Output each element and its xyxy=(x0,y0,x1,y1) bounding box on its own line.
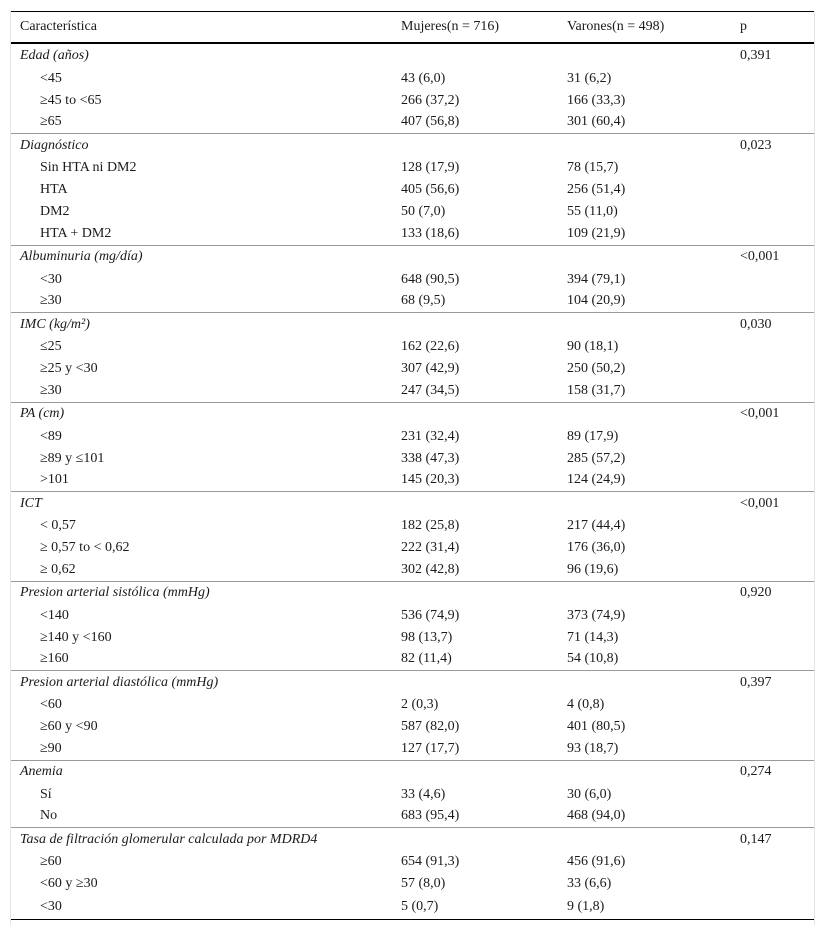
group-title: Tasa de filtración glomerular calculada por MDRD4 xyxy=(10,828,391,852)
varones-value: 30 (6,0) xyxy=(567,786,612,802)
empty-cell xyxy=(725,179,815,201)
mujeres-value: 50 (7,0) xyxy=(401,204,446,219)
empty-cell xyxy=(725,559,815,581)
varones-value: 401 (80,5) xyxy=(567,719,626,734)
row-label: ≥60 y <90 xyxy=(40,719,98,734)
empty-cell xyxy=(557,245,725,269)
varones-value: 71 (14,3) xyxy=(567,629,619,645)
table-row xyxy=(10,784,815,806)
varones-value: 301 (60,4) xyxy=(567,114,626,130)
group-p-value: 0,023 xyxy=(725,134,815,158)
mujeres-value: 407 (56,8) xyxy=(401,114,460,130)
mujeres-value: 536 (74,9) xyxy=(401,607,460,623)
group-title: Edad (años) xyxy=(20,47,89,63)
row-label: ≤25 xyxy=(40,339,62,354)
mujeres-value: 145 (20,3) xyxy=(401,472,460,488)
group-title: Presion arterial diastólica (mmHg) xyxy=(10,671,391,695)
row-label: ≥90 xyxy=(40,740,62,756)
empty-cell xyxy=(725,851,815,873)
group-row xyxy=(10,313,815,337)
row-label: <60 y ≥30 xyxy=(40,876,98,891)
table-row xyxy=(10,90,815,112)
mujeres-value: 133 (18,6) xyxy=(401,225,460,241)
group-row xyxy=(10,402,815,426)
group-title: Albuminuria (mg/día) xyxy=(10,245,391,269)
empty-cell xyxy=(725,694,815,716)
mujeres-value: 127 (17,7) xyxy=(401,740,460,756)
empty-cell xyxy=(725,873,815,895)
row-label: <30 xyxy=(10,895,391,920)
varones-value: 90 (18,1) xyxy=(567,339,619,354)
table-row xyxy=(10,448,815,470)
row-label: < 0,57 xyxy=(40,518,76,533)
empty-cell xyxy=(725,515,815,537)
row-label: ≥ 0,57 to < 0,62 xyxy=(40,540,130,555)
varones-value: 55 (11,0) xyxy=(567,204,618,219)
empty-cell xyxy=(725,627,815,649)
varones-value: 394 (79,1) xyxy=(567,271,626,287)
table-row xyxy=(10,336,815,358)
empty-cell xyxy=(725,336,815,358)
group-p-value: 0,920 xyxy=(725,581,815,605)
table-row xyxy=(10,694,815,716)
table-row xyxy=(10,201,815,223)
varones-value: 33 (6,6) xyxy=(567,876,612,891)
varones-value: 285 (57,2) xyxy=(567,450,626,466)
group-title: IMC (kg/m²) xyxy=(10,313,391,337)
varones-value: 96 (19,6) xyxy=(567,561,619,577)
header-p-value: p xyxy=(725,12,815,43)
empty-cell xyxy=(725,358,815,380)
empty-cell xyxy=(391,313,557,337)
table-row xyxy=(10,806,815,828)
empty-cell xyxy=(557,492,725,516)
mujeres-value: 98 (13,7) xyxy=(401,629,453,645)
empty-cell xyxy=(391,671,557,695)
empty-cell xyxy=(391,43,557,68)
empty-cell xyxy=(391,492,557,516)
mujeres-value: 182 (25,8) xyxy=(401,518,460,533)
row-label: DM2 xyxy=(40,204,70,219)
empty-cell xyxy=(725,380,815,402)
empty-cell xyxy=(557,402,725,426)
mujeres-value: 33 (4,6) xyxy=(401,786,446,802)
group-row xyxy=(10,43,815,68)
table-row xyxy=(10,269,815,291)
empty-cell xyxy=(725,269,815,291)
empty-cell xyxy=(557,134,725,158)
varones-value: 250 (50,2) xyxy=(567,361,626,376)
table-row xyxy=(10,649,815,671)
mujeres-value: 338 (47,3) xyxy=(401,450,460,466)
empty-cell xyxy=(557,828,725,852)
row-label: <60 xyxy=(40,697,62,712)
empty-cell xyxy=(391,402,557,426)
varones-value: 54 (10,8) xyxy=(567,651,619,667)
empty-cell xyxy=(725,605,815,627)
table-row xyxy=(10,179,815,201)
row-label: <30 xyxy=(40,271,62,287)
table-row xyxy=(10,537,815,559)
mujeres-value: 2 (0,3) xyxy=(401,697,439,712)
mujeres-value: 222 (31,4) xyxy=(401,540,460,555)
varones-value: 456 (91,6) xyxy=(567,854,626,869)
table-row xyxy=(10,470,815,492)
header-caracteristica: Característica xyxy=(10,12,391,43)
table-row xyxy=(10,559,815,581)
table-row xyxy=(10,738,815,760)
empty-cell xyxy=(557,671,725,695)
varones-value: 4 (0,8) xyxy=(567,697,605,712)
empty-cell xyxy=(725,112,815,134)
group-p-value: 0,030 xyxy=(725,313,815,337)
table-row xyxy=(10,380,815,402)
table-row xyxy=(10,605,815,627)
header-mujeres: Mujeres(n = 716) xyxy=(391,12,557,43)
mujeres-value: 247 (34,5) xyxy=(401,382,460,398)
row-label: ≥160 xyxy=(40,651,69,667)
empty-cell xyxy=(725,157,815,179)
table-row xyxy=(10,291,815,313)
empty-cell xyxy=(725,223,815,245)
empty-cell xyxy=(391,760,557,784)
varones-value: 166 (33,3) xyxy=(567,92,626,108)
table-row xyxy=(10,515,815,537)
group-p-value: <0,001 xyxy=(725,492,815,516)
group-row xyxy=(10,134,815,158)
empty-cell xyxy=(725,716,815,738)
group-row xyxy=(10,828,815,852)
empty-cell xyxy=(557,313,725,337)
group-title: ICT xyxy=(10,492,391,516)
empty-cell xyxy=(725,738,815,760)
varones-value: 124 (24,9) xyxy=(567,472,626,488)
mujeres-value: 302 (42,8) xyxy=(401,561,460,577)
row-label: No xyxy=(40,808,58,824)
empty-cell xyxy=(725,291,815,313)
varones-value: 93 (18,7) xyxy=(567,740,619,756)
empty-cell xyxy=(391,134,557,158)
table-row xyxy=(10,627,815,649)
table-row xyxy=(10,112,815,134)
empty-cell xyxy=(557,43,725,68)
empty-cell xyxy=(557,760,725,784)
varones-value: 256 (51,4) xyxy=(567,182,626,197)
row-label: ≥30 xyxy=(40,382,62,398)
group-row xyxy=(10,760,815,784)
group-p-value: 0,397 xyxy=(725,671,815,695)
header-varones: Varones(n = 498) xyxy=(557,12,725,43)
group-row xyxy=(10,671,815,695)
row-label: HTA + DM2 xyxy=(40,225,112,241)
varones-value: 109 (21,9) xyxy=(567,225,626,241)
varones-value: 373 (74,9) xyxy=(567,607,626,623)
empty-cell xyxy=(725,90,815,112)
empty-cell xyxy=(557,581,725,605)
row-label: HTA xyxy=(40,182,68,197)
mujeres-value: 266 (37,2) xyxy=(401,92,460,108)
group-title: Diagnóstico xyxy=(10,134,391,158)
row-label: ≥30 xyxy=(40,293,62,309)
varones-value: 89 (17,9) xyxy=(567,428,619,444)
empty-cell xyxy=(725,448,815,470)
empty-cell xyxy=(725,426,815,448)
empty-cell xyxy=(725,68,815,90)
varones-value: 78 (15,7) xyxy=(567,160,619,175)
group-p-value: <0,001 xyxy=(725,402,815,426)
varones-value: 31 (6,2) xyxy=(567,70,612,86)
table-body xyxy=(10,43,815,920)
empty-cell xyxy=(725,537,815,559)
mujeres-value: 68 (9,5) xyxy=(401,293,446,309)
row-label: ≥65 xyxy=(40,114,62,130)
group-p-value: 0,391 xyxy=(740,47,772,63)
varones-value: 104 (20,9) xyxy=(567,293,626,309)
varones-value: 176 (36,0) xyxy=(567,540,626,555)
group-p-value: 0,147 xyxy=(725,828,815,852)
table-row xyxy=(10,873,815,895)
empty-cell xyxy=(725,470,815,492)
mujeres-value: 57 (8,0) xyxy=(401,876,446,891)
mujeres-value: 231 (32,4) xyxy=(401,428,460,444)
row-label: ≥140 y <160 xyxy=(40,629,112,645)
group-p-value: 0,274 xyxy=(725,760,815,784)
row-label: ≥60 xyxy=(40,854,62,869)
table-row xyxy=(10,157,815,179)
table-row xyxy=(10,223,815,245)
group-row xyxy=(10,581,815,605)
group-title: Presion arterial sistólica (mmHg) xyxy=(10,581,391,605)
header-row xyxy=(10,12,815,43)
table-header xyxy=(10,12,815,43)
mujeres-value: 43 (6,0) xyxy=(401,70,446,86)
table-row xyxy=(10,716,815,738)
table-row xyxy=(10,851,815,873)
table-row xyxy=(10,426,815,448)
row-label: ≥ 0,62 xyxy=(40,561,76,577)
mujeres-value: 683 (95,4) xyxy=(401,808,460,824)
mujeres-value: 128 (17,9) xyxy=(401,160,460,175)
empty-cell xyxy=(391,245,557,269)
row-label: ≥45 to <65 xyxy=(40,92,102,108)
group-row xyxy=(10,245,815,269)
table-row xyxy=(10,358,815,380)
mujeres-value: 654 (91,3) xyxy=(401,854,460,869)
mujeres-value: 5 (0,7) xyxy=(391,895,557,920)
varones-value: 158 (31,7) xyxy=(567,382,626,398)
mujeres-value: 648 (90,5) xyxy=(401,271,460,287)
characteristics-table-container xyxy=(10,11,815,920)
row-label: ≥89 y ≤101 xyxy=(40,450,105,466)
varones-value: 9 (1,8) xyxy=(557,895,725,920)
group-title: Anemia xyxy=(10,760,391,784)
mujeres-value: 162 (22,6) xyxy=(401,339,460,354)
empty-cell xyxy=(725,649,815,671)
empty-cell xyxy=(725,806,815,828)
empty-cell xyxy=(725,201,815,223)
mujeres-value: 405 (56,6) xyxy=(401,182,460,197)
varones-value: 217 (44,4) xyxy=(567,518,626,533)
varones-value: 468 (94,0) xyxy=(567,808,626,824)
row-label: <45 xyxy=(40,70,62,86)
mujeres-value: 307 (42,9) xyxy=(401,361,460,376)
row-label: <89 xyxy=(40,428,62,444)
row-label: >101 xyxy=(40,472,69,488)
mujeres-value: 82 (11,4) xyxy=(401,651,452,667)
row-label: Sin HTA ni DM2 xyxy=(40,160,137,175)
empty-cell xyxy=(391,828,557,852)
mujeres-value: 587 (82,0) xyxy=(401,719,460,734)
table-row xyxy=(10,68,815,90)
row-label: Sí xyxy=(40,786,52,802)
group-title: PA (cm) xyxy=(10,402,391,426)
characteristics-table xyxy=(10,11,815,920)
empty-cell xyxy=(391,581,557,605)
empty-cell xyxy=(725,784,815,806)
empty-cell xyxy=(725,895,815,920)
table-row xyxy=(10,895,815,920)
group-row xyxy=(10,492,815,516)
group-p-value: <0,001 xyxy=(725,245,815,269)
row-label: <140 xyxy=(40,607,69,623)
row-label: ≥25 y <30 xyxy=(40,361,98,376)
